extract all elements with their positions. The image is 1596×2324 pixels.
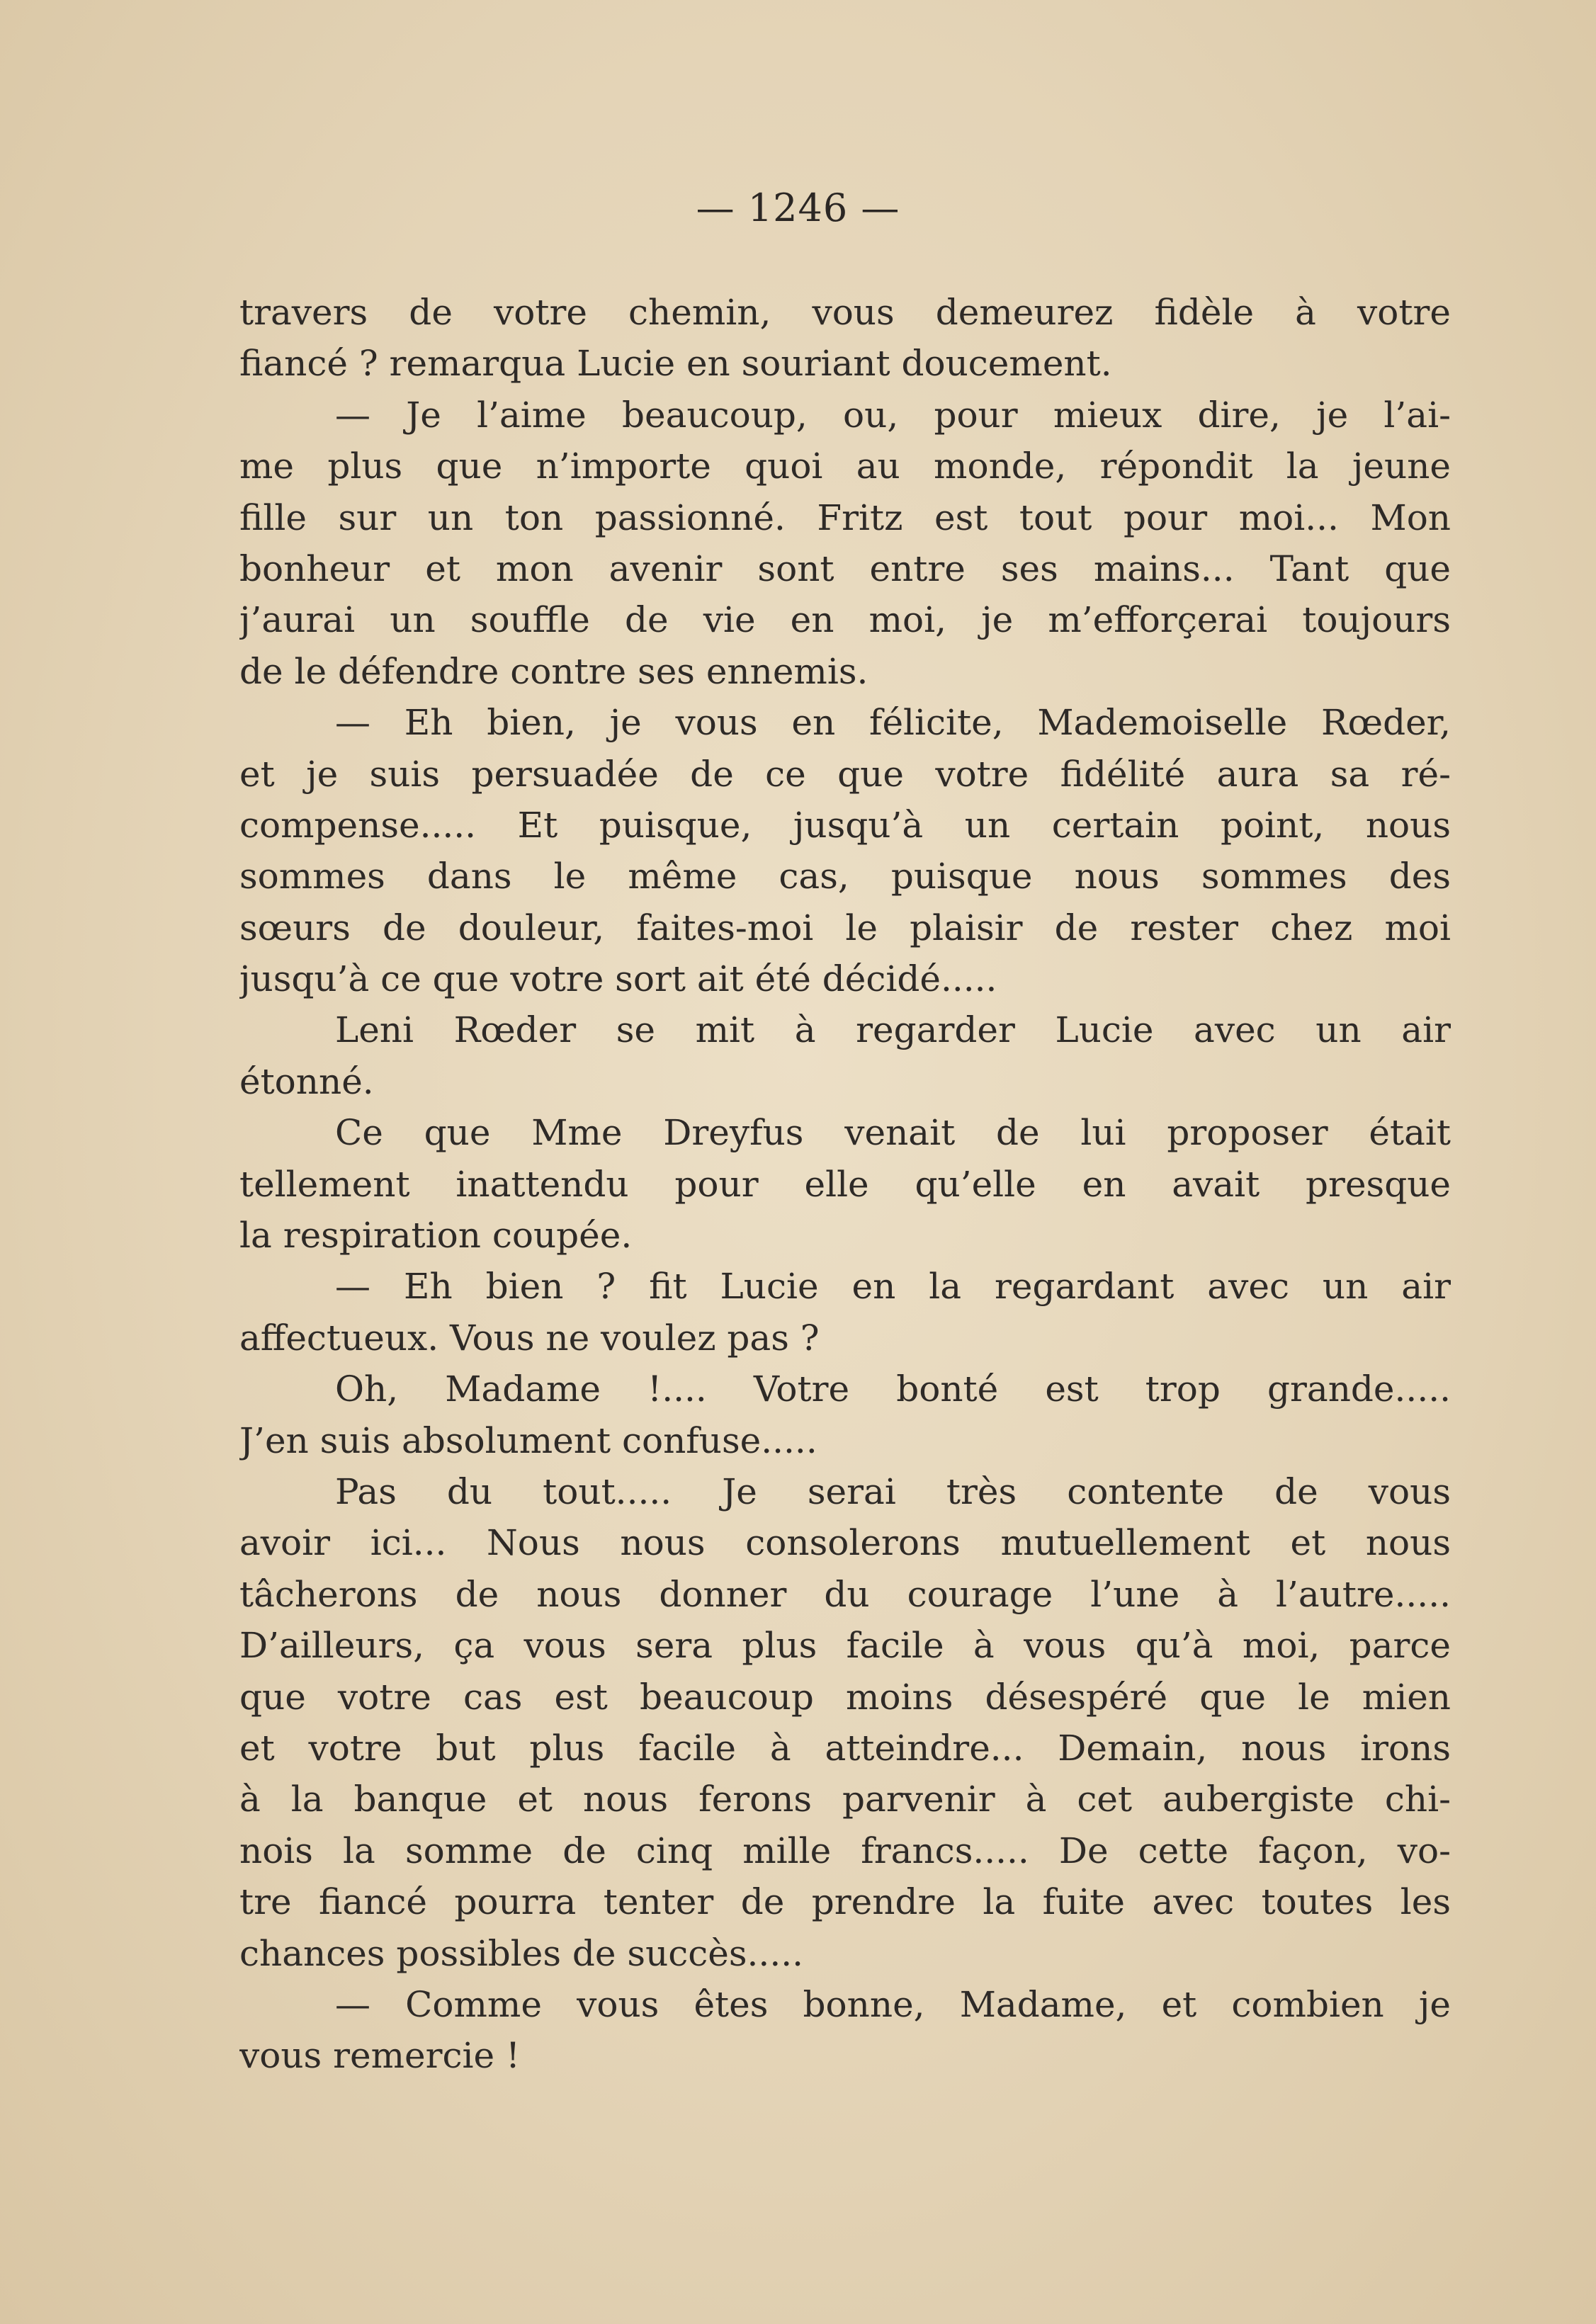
text-line: D’ailleurs, ça vous sera plus facile à vous qu’à moi, parce — [239, 1625, 1451, 1667]
text-line: Ce que Mme Dreyfus venait de lui proposer était — [335, 1112, 1451, 1154]
text-line: me plus que n’importe quoi au monde, répondit la jeune — [239, 446, 1451, 487]
text-line: fiancé ? remarqua Lucie en souriant doucement. — [239, 343, 1112, 385]
text-line: et votre but plus facile à atteindre... Demain, nous irons — [239, 1727, 1451, 1769]
text-line: de le défendre contre ses ennemis. — [239, 650, 868, 692]
text-line: et je suis persuadée de ce que votre fidélité aura sa ré- — [239, 753, 1451, 795]
text-line: tre fiancé pourra tenter de prendre la fuite avec toutes les — [239, 1881, 1451, 1923]
text-line: sommes dans le même cas, puisque nous sommes des — [239, 856, 1451, 897]
body-text — [239, 287, 1451, 2082]
text-line: travers de votre chemin, vous demeurez fidèle à votre — [239, 292, 1451, 333]
text-line: fille sur un ton passionné. Fritz est tout pour moi... Mon — [239, 497, 1451, 538]
page-number: — 1246 — — [696, 186, 900, 230]
text-line: — Eh bien, je vous en félicite, Mademoiselle Rœder, — [335, 702, 1451, 744]
text-line: Leni Rœder se mit à regarder Lucie avec un air — [335, 1009, 1451, 1051]
text-line: la respiration coupée. — [239, 1215, 633, 1257]
text-line: nois la somme de cinq mille francs..... De cette façon, vo- — [239, 1830, 1451, 1871]
text-line: à la banque et nous ferons parvenir à cet aubergiste chi- — [239, 1779, 1451, 1820]
text-line: Oh, Madame !.... Votre bonté est trop grande..... — [335, 1368, 1451, 1410]
text-line: tâcherons de nous donner du courage l’une à l’autre..... — [239, 1573, 1451, 1615]
text-line: chances possibles de succès..... — [239, 1932, 803, 1974]
text-line: j’aurai un souffle de vie en moi, je m’efforçerai toujours — [239, 599, 1451, 641]
text-line: étonné. — [239, 1060, 374, 1102]
text-line: — Eh bien ? fit Lucie en la regardant avec un air — [335, 1266, 1451, 1308]
text-line: sœurs de douleur, faites-moi le plaisir de rester chez moi — [239, 907, 1451, 948]
text-line: J’en suis absolument confuse..... — [239, 1419, 817, 1461]
text-line: que votre cas est beaucoup moins désespéré que le mien — [239, 1676, 1451, 1718]
text-line: affectueux. Vous ne voulez pas ? — [239, 1317, 820, 1359]
text-line: avoir ici... Nous nous consolerons mutuellement et nous — [239, 1522, 1451, 1564]
text-line: tellement inattendu pour elle qu’elle en avait presque — [239, 1163, 1451, 1205]
text-line: bonheur et mon avenir sont entre ses mains... Tant que — [239, 548, 1451, 589]
text-line: — Je l’aime beaucoup, ou, pour mieux dire, je l’ai- — [335, 394, 1451, 436]
text-line: Pas du tout..... Je serai très contente de vous — [335, 1470, 1451, 1512]
text-line: jusqu’à ce que votre sort ait été décidé..... — [239, 958, 997, 1000]
text-line: — Comme vous êtes bonne, Madame, et combien je — [335, 1983, 1451, 2025]
text-line: vous remercie ! — [239, 2035, 521, 2077]
text-line: compense..... Et puisque, jusqu’à un certain point, nous — [239, 804, 1451, 846]
